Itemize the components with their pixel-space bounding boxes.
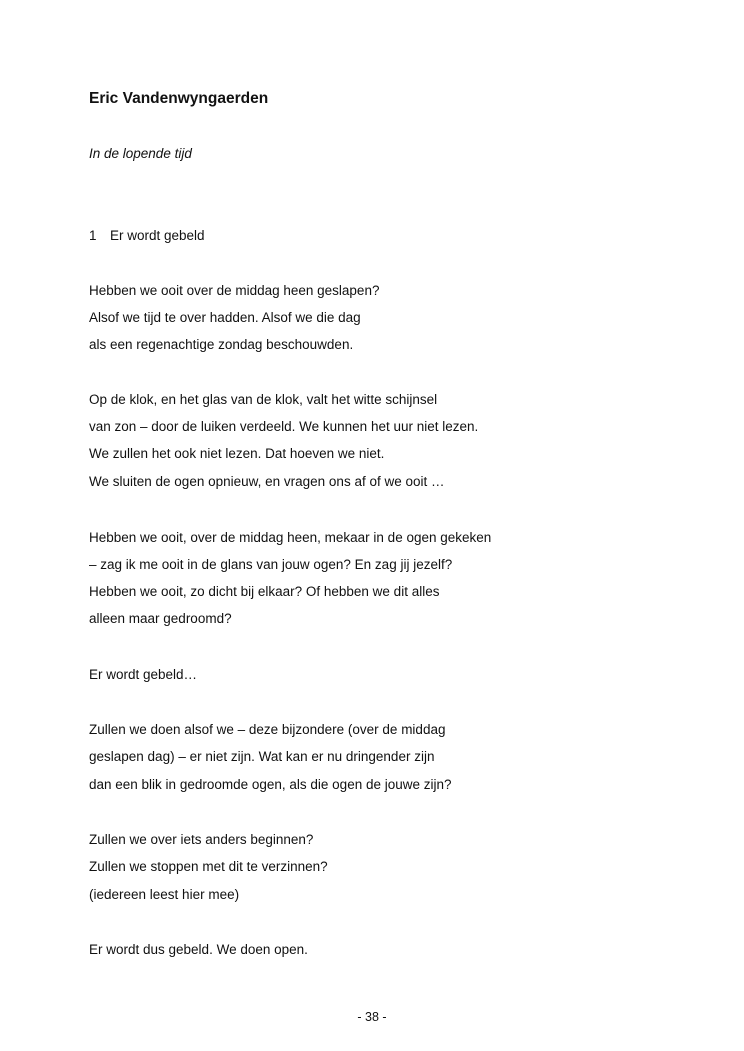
poem-line: Er wordt dus gebeld. We doen open. bbox=[89, 942, 308, 957]
section-title: Er wordt gebeld bbox=[110, 228, 205, 243]
author-name: Eric Vandenwyngaerden bbox=[89, 90, 269, 107]
poem-line: als een regenachtige zondag beschouwden. bbox=[89, 337, 354, 352]
poem-line: Zullen we stoppen met dit te verzinnen? bbox=[89, 859, 328, 874]
collection-title: In de lopende tijd bbox=[89, 146, 192, 161]
poem-line: (iedereen leest hier mee) bbox=[89, 887, 240, 902]
poem-line: Hebben we ooit over de middag heen geslapen? bbox=[89, 283, 380, 298]
poem-line: Zullen we doen alsof we – deze bijzondere (over de middag bbox=[89, 722, 446, 737]
poem-line: – zag ik me ooit in de glans van jouw ogen? En zag jij jezelf? bbox=[89, 557, 453, 572]
poem-line: Alsof we tijd te over hadden. Alsof we die dag bbox=[89, 310, 361, 325]
poem-line: dan een blik in gedroomde ogen, als die ogen de jouwe zijn? bbox=[89, 777, 452, 792]
poem-line: We zullen het ook niet lezen. Dat hoeven we niet. bbox=[89, 446, 385, 461]
page-number: - 38 - bbox=[357, 1010, 387, 1024]
poem-line: Zullen we over iets anders beginnen? bbox=[89, 832, 314, 847]
section-heading bbox=[89, 227, 205, 245]
poem-line: Hebben we ooit, over de middag heen, mekaar in de ogen gekeken bbox=[89, 530, 492, 545]
poem-line: geslapen dag) – er niet zijn. Wat kan er nu dringender zijn bbox=[89, 749, 435, 764]
section-number: 1 bbox=[89, 228, 97, 243]
poem-line: alleen maar gedroomd? bbox=[89, 611, 232, 626]
poem-line: We sluiten de ogen opnieuw, en vragen ons af of we ooit … bbox=[89, 474, 445, 489]
poem-line: Er wordt gebeld… bbox=[89, 667, 198, 682]
poem-line: van zon – door de luiken verdeeld. We kunnen het uur niet lezen. bbox=[89, 419, 479, 434]
poem-line: Hebben we ooit, zo dicht bij elkaar? Of hebben we dit alles bbox=[89, 584, 440, 599]
poem-line: Op de klok, en het glas van de klok, valt het witte schijnsel bbox=[89, 392, 438, 407]
